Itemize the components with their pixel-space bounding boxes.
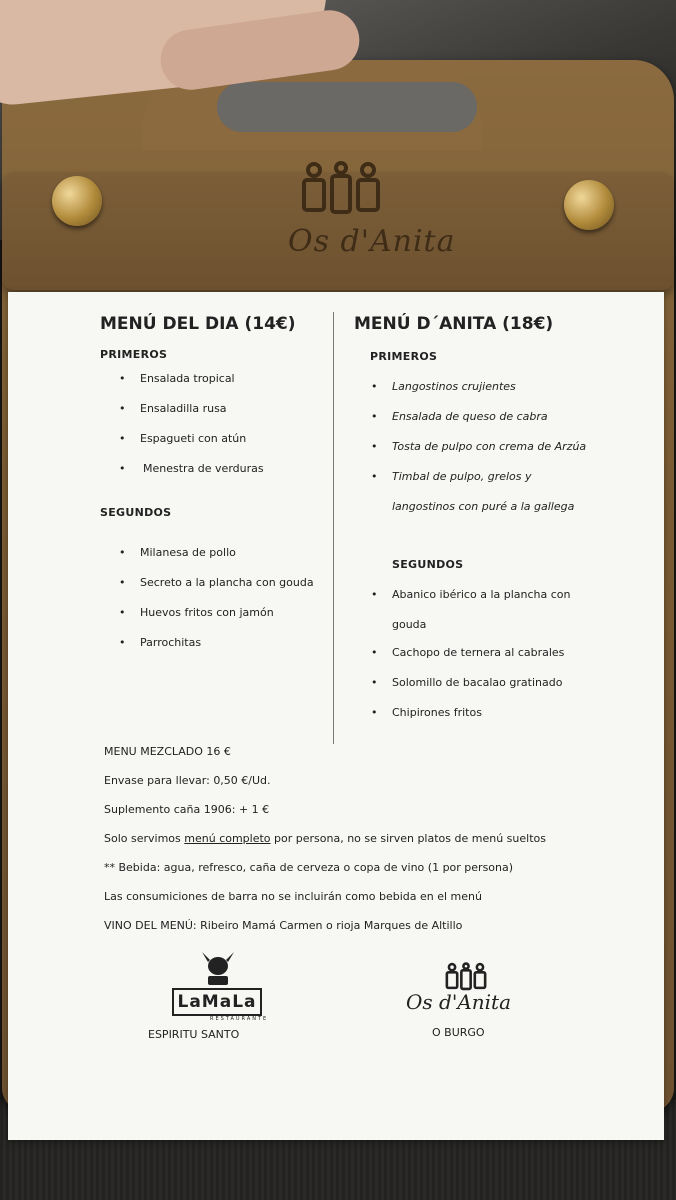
clipboard [2,60,674,1112]
people-figures-icon [436,962,496,992]
list-item: • Abanico ibérico a la plancha con [392,588,571,618]
column-divider [333,312,334,744]
bolt-left-icon [52,176,102,226]
os-danita-wordmark: Os d'Anita [406,990,511,1014]
left-segundos-label: SEGUNDOS [100,506,172,519]
list-item: • Langostinos crujientes [392,380,586,410]
note-solo [104,831,644,860]
list-item: • Ensaladilla rusa [140,402,264,432]
list-item: • Ensalada tropical [140,372,264,402]
menu-anita-title: MENÚ D´ANITA (18€) [354,314,554,334]
right-place: O BURGO [432,1026,485,1039]
note-mezclado: MENU MEZCLADO 16 € [104,745,231,758]
list-item: • Menestra de verduras [140,462,264,492]
menu-paper [8,292,664,1140]
note-solo-a: Solo servimos [104,832,185,845]
list-item: • Cachopo de ternera al cabrales [392,646,571,676]
left-segundos-list [140,546,314,666]
note-bebida: ** Bebida: agua, refresco, caña de cerveza o copa de vino (1 por persona) [104,861,514,874]
list-item: • Tosta de pulpo con crema de Arzúa [392,440,586,470]
menu-del-dia-title: MENÚ DEL DIA (14€) [100,314,296,334]
list-item: • Espagueti con atún [140,432,264,462]
list-item: • Secreto a la plancha con gouda [140,576,314,606]
menu-del-dia [100,314,330,649]
right-primeros-label: PRIMEROS [370,350,438,363]
list-item: • Chipirones fritos [392,706,571,736]
list-item: • Timbal de pulpo, grelos y [392,470,586,500]
right-segundos-list [392,588,571,736]
note-solo-c: por persona, no se sirven platos de menú sueltos [270,832,546,845]
list-item: • Solomillo de bacalao gratinado [392,676,571,706]
clip-brand-name: Os d'Anita [288,224,456,259]
left-place: ESPIRITU SANTO [148,1028,240,1041]
clip-brand-logo [288,160,456,270]
note-vino: VINO DEL MENÚ: Ribeiro Mamá Carmen o rioja Marques de Altillo [104,919,463,932]
bolt-right-icon [564,180,614,230]
menu-anita [352,314,652,719]
bull-chef-icon [198,948,238,986]
lamala-subtitle: RESTAURANTE [210,1016,269,1022]
left-primeros-list [140,372,264,492]
people-figures-icon [296,160,386,218]
left-primeros-label: PRIMEROS [100,348,168,361]
right-primeros-list [392,380,586,530]
note-envase: Envase para llevar: 0,50 €/Ud. [104,774,271,787]
note-solo-emphasis: menú completo [184,832,271,845]
list-item-continued: langostinos con puré a la gallega [392,500,575,513]
lamala-wordmark: LaMaLa [172,988,262,1016]
menu-notes [104,744,644,947]
right-segundos-label: SEGUNDOS [392,558,464,571]
list-item-continued: gouda [392,618,427,631]
list-item: • Huevos fritos con jamón [140,606,314,636]
note-barra: Las consumiciones de barra no se incluirán como bebida en el menú [104,890,482,903]
list-item: • Parrochitas [140,636,314,666]
list-item: • Milanesa de pollo [140,546,314,576]
note-suplemento: Suplemento caña 1906: + 1 € [104,803,270,816]
list-item: • Ensalada de queso de cabra [392,410,586,440]
clipboard-handle-hole [217,82,477,132]
